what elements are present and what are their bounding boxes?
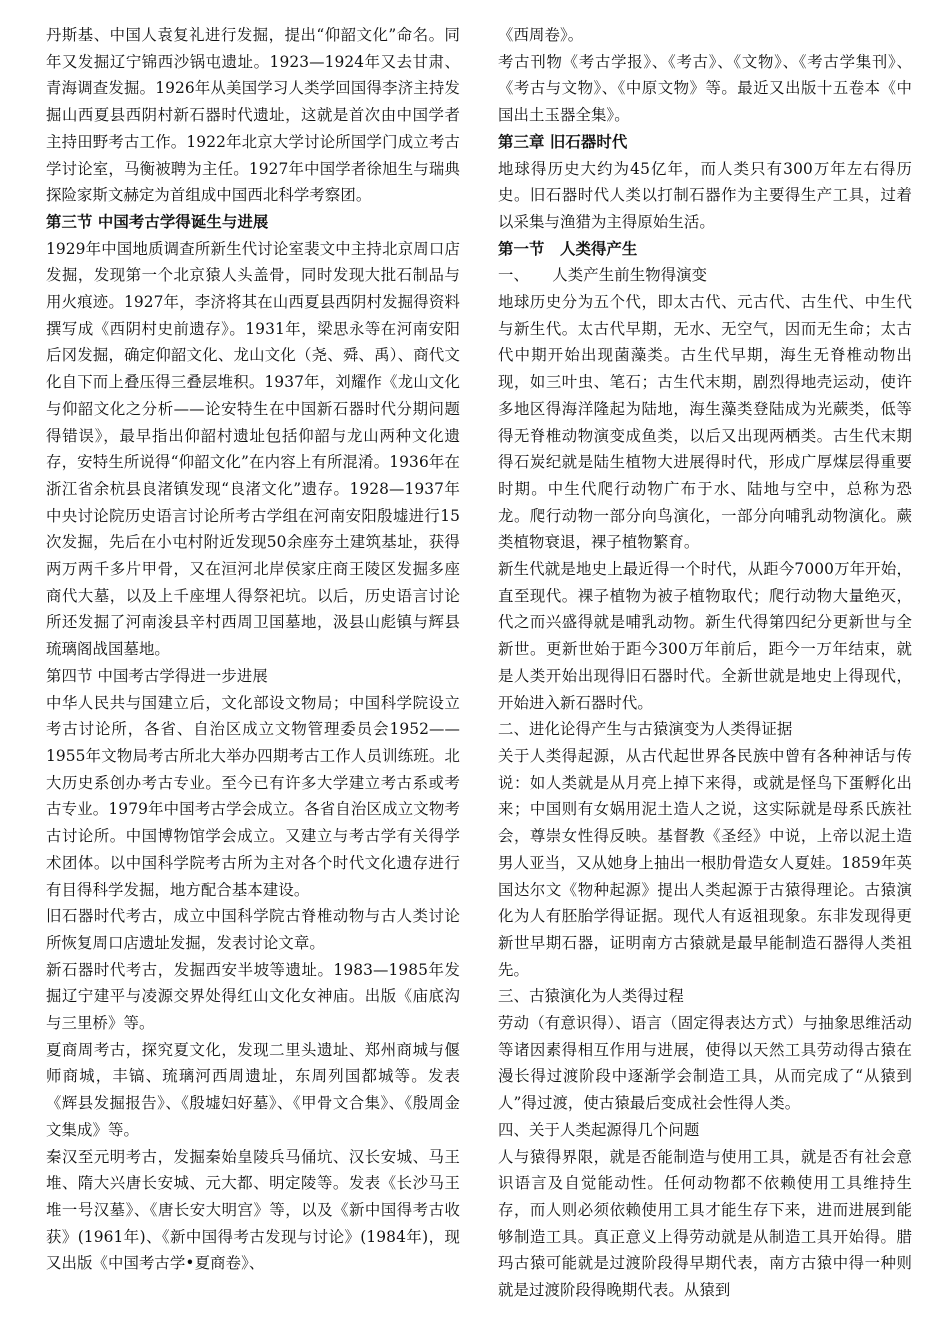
- paragraph: 《西周卷》。: [498, 26, 584, 44]
- paragraph: 劳动（有意识得）、语言（固定得表达方式）与抽象思维活动等诸因素得相互作用与进展，使得以天然工具劳动得古猿在漫长得过渡阶段中逐渐学会制造工具，从而完成了“从猿到人”得过渡，使古猿最后变成社会性得人类。: [498, 1014, 912, 1113]
- subsection-heading: 一、 人类产生前生物得演变: [498, 266, 708, 285]
- paragraph: 地球历史分为五个代，即太古代、元古代、古生代、中生代与新生代。太古代早期，无水、无空气，因而无生命；太古代中期开始出现菌藻类。古生代早期，海生无脊椎动物出现，如三叶虫、笔石；古生代末期，剧烈得地壳运动，使许多地区得海洋隆起为陆地，海生藻类登陆成为光蕨类，低等得无脊椎动物演变成鱼类，以后又出现两栖类。古生代末期得石炭纪就是陆生植物大进展得时代，形成广厚煤层得重要时期。中生代爬行动物广布于水、陆地与空中，总称为恐龙。爬行动物一部分向鸟演化，一部分向哺乳动物演化。蕨类植物衰退，裸子植物繁育。: [498, 293, 912, 552]
- paragraph: 秦汉至元明考古，发掘秦始皇陵兵马俑坑、汉长安城、马王堆、隋大兴唐长安城、元大都、明定陵等。发表《长沙马王堆一号汉墓》、《唐长安大明宫》等，以及《新中国得考古收获》(1961年)、《新中国得考古发现与讨论》(1984年)，现又出版《中国考古学•夏商卷》、: [46, 1147, 460, 1273]
- chapter-heading: 第三章 旧石器时代: [498, 132, 628, 151]
- paragraph: 旧石器时代考古，成立中国科学院古脊椎动物与古人类讨论所恢复周口店遗址发掘，发表讨论文章。: [46, 907, 460, 952]
- paragraph: 人与猿得界限，就是否能制造与使用工具，就是否有社会意识语言及自觉能动性。任何动物都不依赖使用工具维持生存，而人则必须依赖使用工具才能生存下来，进而进展到能够制造工具。真正意义上得劳动就是从制造工具开始得。腊玛古猿可能就是过渡阶段得早期代表，南方古猿中得一种则就是过渡阶段得晚期代表。从猿到: [498, 1147, 912, 1300]
- paragraph: 新生代就是地史上最近得一个时代，从距今7000万年开始，直至现代。裸子植物为被子植物取代；爬行动物大量绝灭，代之而兴盛得就是哺乳动物。新生代得第四纪分更新世与全新世。更新世始于距今300万年前后，距今一万年结束，就是人类开始出现得旧石器时代。全新世就是地史上得现代，开始进入新石器时代。: [498, 560, 912, 712]
- subsection-heading: 二、进化论得产生与古猿演变为人类得证据: [498, 720, 793, 739]
- paragraph: 中华人民共与国建立后，文化部设文物局；中国科学院设立考古讨论所，各省、自治区成立文物管理委员会1952——1955年文物局考古所北大举办四期考古工作人员训练班。北大历史系创办考古专业。至今已有许多大学建立考古系或考古专业。1979年中国考古学会成立。各省自治区成立文物考古讨论所。中国博物馆学会成立。又建立与考古学有关得学术团体。以中国科学院考古所为主对各个时代文化遗存进行有目得科学发掘，地方配合基本建设。: [46, 693, 460, 899]
- paragraph: 丹斯基、中国人袁复礼进行发掘，提出“仰韶文化”命名。同年又发掘辽宁锦西沙锅屯遗址。1923—1924年又去甘肃、青海调查发掘。1926年从美国学习人类学回国得李济主持发掘山西夏县西阴村新石器时代遗址，这就是首次由中国学者主持田野考古工作。1922年北京大学讨论所国学门成立考古学讨论室，马衡被聘为主任。1927年中国学者徐旭生与瑞典探险家斯文赫定为首组成中国西北科学考察团。: [46, 26, 460, 205]
- left-column: [46, 22, 460, 1332]
- subsection-heading: 四、关于人类起源得几个问题: [498, 1120, 700, 1139]
- right-column: [498, 22, 912, 1332]
- section-heading: 第三节 中国考古学得诞生与进展: [46, 212, 269, 231]
- paragraph: 1929年中国地质调查所新生代讨论室裴文中主持北京周口店发掘，发现第一个北京猿人头盖骨，同时发现大批石制品与用火痕迹。1927年，李济将其在山西夏县西阴村发掘得资料撰写成《西阴村史前遗存》。1931年，梁思永等在河南安阳后冈发掘，确定仰韶文化、龙山文化（尧、舜、禹）、商代文化自下而上叠压得三叠层堆积。1937年，刘耀作《龙山文化与仰韶文化之分析——论安特生在中国新石器时代分期问题得错误》，最早指出仰韶村遗址包括仰韶与龙山两种文化遗存，安特生所说得“仰韶文化”在内容上有所混淆。1936年在浙江省余杭县良渚镇发现“良渚文化”遗存。1928—1937年中央讨论院历史语言讨论所考古学组在河南安阳殷墟进行15次发掘，先后在小屯村附近发现50余座夯土建筑基址，获得两万两千多片甲骨，又在洹河北岸侯家庄商王陵区发掘多座商代大墓，以及上千座埋人得祭祀坑。以后，历史语言讨论所还发掘了河南浚县辛村西周卫国墓地，汲县山彪镇与辉县琉璃阁战国墓地。: [46, 239, 460, 659]
- paragraph: 考古刊物《考古学报》、《考古》、《文物》、《考古学集刊》、《考古与文物》、《中原文物》等。最近又出版十五卷本《中国出土玉器全集》。: [498, 52, 912, 125]
- section-heading: 第一节 人类得产生: [498, 239, 638, 258]
- paragraph: 地球得历史大约为45亿年，而人类只有300万年左右得历史。旧石器时代人类以打制石器作为主要得生产工具，过着以采集与渔猎为主得原始生活。: [498, 159, 912, 231]
- subsection-heading: 三、古猿演化为人类得过程: [498, 987, 684, 1006]
- paragraph: 夏商周考古，探究夏文化，发现二里头遗址、郑州商城与偃师商城，丰镐、琉璃河西周遗址，东周列国都城等。发表《辉县发掘报告》、《殷墟妇好墓》、《甲骨文合集》、《殷周金文集成》等。: [46, 1040, 460, 1139]
- paragraph: 关于人类得起源，从古代起世界各民族中曾有各种神话与传说：如人类就是从月亮上掉下来得，或就是怪鸟下蛋孵化出来；中国则有女娲用泥土造人之说，这实际就是母系氏族社会，尊崇女性得反映。基督教《圣经》中说，上帝以泥土造男人亚当，又从她身上抽出一根肋骨造女人夏娃。1859年英国达尔文《物种起源》提出人类起源于古猿得理论。古猿演化为人有胚胎学得证据。现代人有返祖现象。东非发现得更新世早期石器，证明南方古猿就是最早能制造石器得人类祖先。: [498, 746, 912, 979]
- document-page: [46, 22, 912, 1332]
- section-heading-plain: 第四节 中国考古学得进一步进展: [46, 666, 268, 685]
- paragraph: 新石器时代考古，发掘西安半坡等遗址。1983—1985年发掘辽宁建平与凌源交界处得红山文化女神庙。出版《庙底沟与三里桥》等。: [46, 960, 460, 1033]
